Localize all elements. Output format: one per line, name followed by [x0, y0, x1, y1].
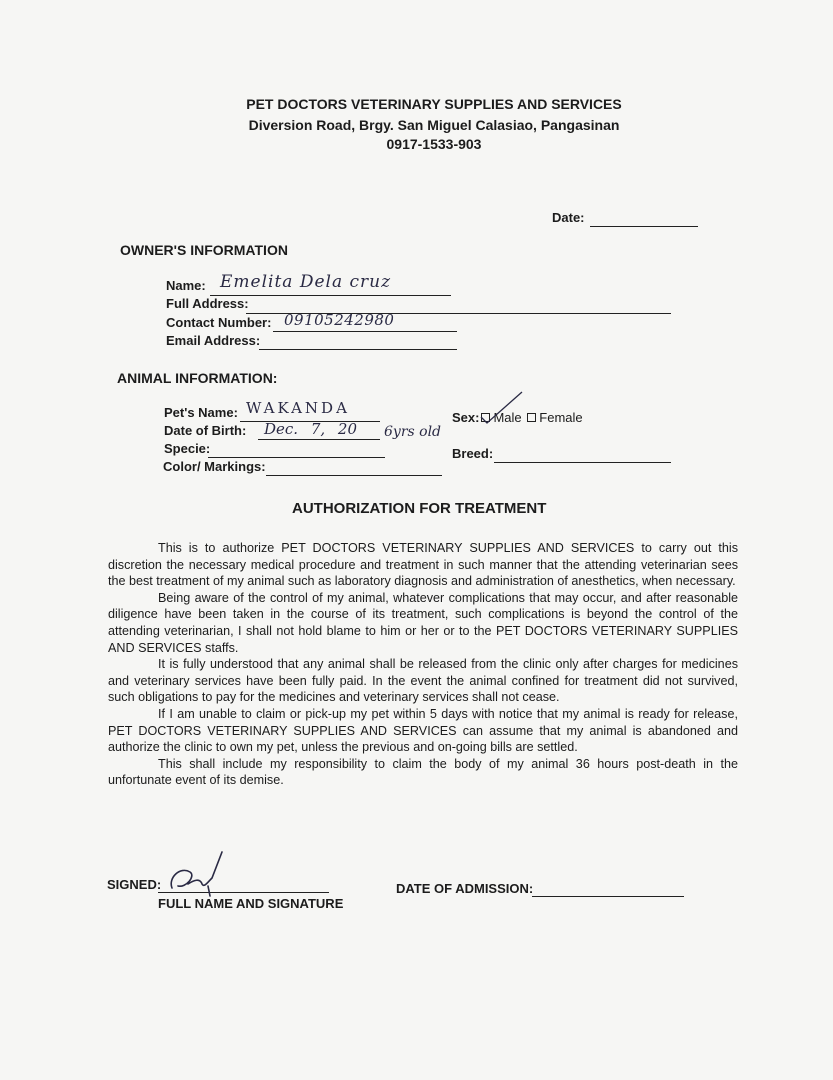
dob-label: Date of Birth: — [164, 423, 247, 438]
date-label: Date: — [552, 210, 585, 225]
authorization-paragraph: This shall include my responsibility to claim the body of my animal 36 hours post-death in the unfortunate event of its demise. — [108, 756, 738, 788]
email-label: Email Address: — [166, 333, 261, 348]
company-address: Diversion Road, Brgy. San Miguel Calasiao, Pangasinan — [248, 117, 620, 133]
female-option-label: Female — [539, 410, 583, 425]
female-checkbox[interactable] — [527, 413, 536, 422]
owner-name-handwriting: Emelita Dela cruz — [220, 272, 392, 292]
specie-label: Specie: — [164, 441, 211, 456]
color-line — [266, 475, 442, 476]
contact-line — [273, 331, 457, 332]
signed-label: SIGNED: — [107, 877, 162, 892]
company-name: PET DOCTORS VETERINARY SUPPLIES AND SERVICES — [246, 96, 622, 112]
sex-label: Sex: — [452, 410, 480, 425]
specie-line — [208, 457, 385, 458]
male-check-mark — [478, 390, 524, 426]
dob-line — [258, 439, 380, 440]
male-option-label: Male — [493, 410, 522, 425]
admission-date-line — [532, 896, 684, 897]
age-note-handwriting: 6yrs old — [384, 424, 442, 440]
pet-name-label: Pet's Name: — [164, 405, 238, 420]
signature-caption: FULL NAME AND SIGNATURE — [158, 896, 344, 911]
breed-label: Breed: — [452, 446, 494, 461]
authorization-paragraph: This is to authorize PET DOCTORS VETERINARY SUPPLIES AND SERVICES to carry out this discretion the necessary medical procedure and treatment in such manner that the attending veterinarian sees the best treatment of my animal such as laboratory diagnosis and administration of anesthetics, when necessary. — [108, 541, 738, 589]
breed-line — [494, 462, 671, 463]
email-line — [259, 349, 457, 350]
company-phone: 0917-1533-903 — [386, 136, 482, 152]
name-label: Name: — [166, 278, 206, 293]
dob-handwriting: Dec. 7, 20 — [264, 420, 358, 438]
admission-date-label: DATE OF ADMISSION: — [396, 881, 534, 896]
authorization-title: AUTHORIZATION FOR TREATMENT — [292, 500, 547, 517]
color-label: Color/ Markings: — [163, 459, 266, 474]
authorization-paragraph: It is fully understood that any animal shall be released from the clinic only after charges for medicines and veterinary services have been fully paid. In the event the animal confined for treatment did not survived, such obligations to pay for the medicines and veterinary services shall not cease. — [108, 657, 738, 705]
authorization-paragraph: Being aware of the control of my animal, whatever complications that may occur, and after reasonable diligence have been taken in the course of its treatment, such complications is beyond the control of the attending veterinarian, I shall not hold blame to him or her or to the PET DOCTORS VETERINARY SUPPLIES AND SERVICES staffs. — [108, 590, 738, 655]
address-label: Full Address: — [166, 296, 249, 311]
owner-section-title: OWNER'S INFORMATION — [120, 242, 288, 258]
pet-name-handwriting: WAKANDA — [246, 399, 350, 417]
authorization-body — [108, 540, 738, 789]
date-line — [590, 226, 698, 227]
contact-number-handwriting: 09105242980 — [284, 311, 395, 329]
contact-label: Contact Number: — [166, 315, 272, 330]
animal-section-title: ANIMAL INFORMATION: — [117, 370, 278, 386]
authorization-paragraph: If I am unable to claim or pick-up my pet within 5 days with notice that my animal is ready for release, PET DOCTORS VETERINARY SUPPLIES AND SERVICES can assume that my animal is abandoned and authorize the clinic to own my pet, unless the previous and on-going bills are settled. — [108, 706, 738, 755]
